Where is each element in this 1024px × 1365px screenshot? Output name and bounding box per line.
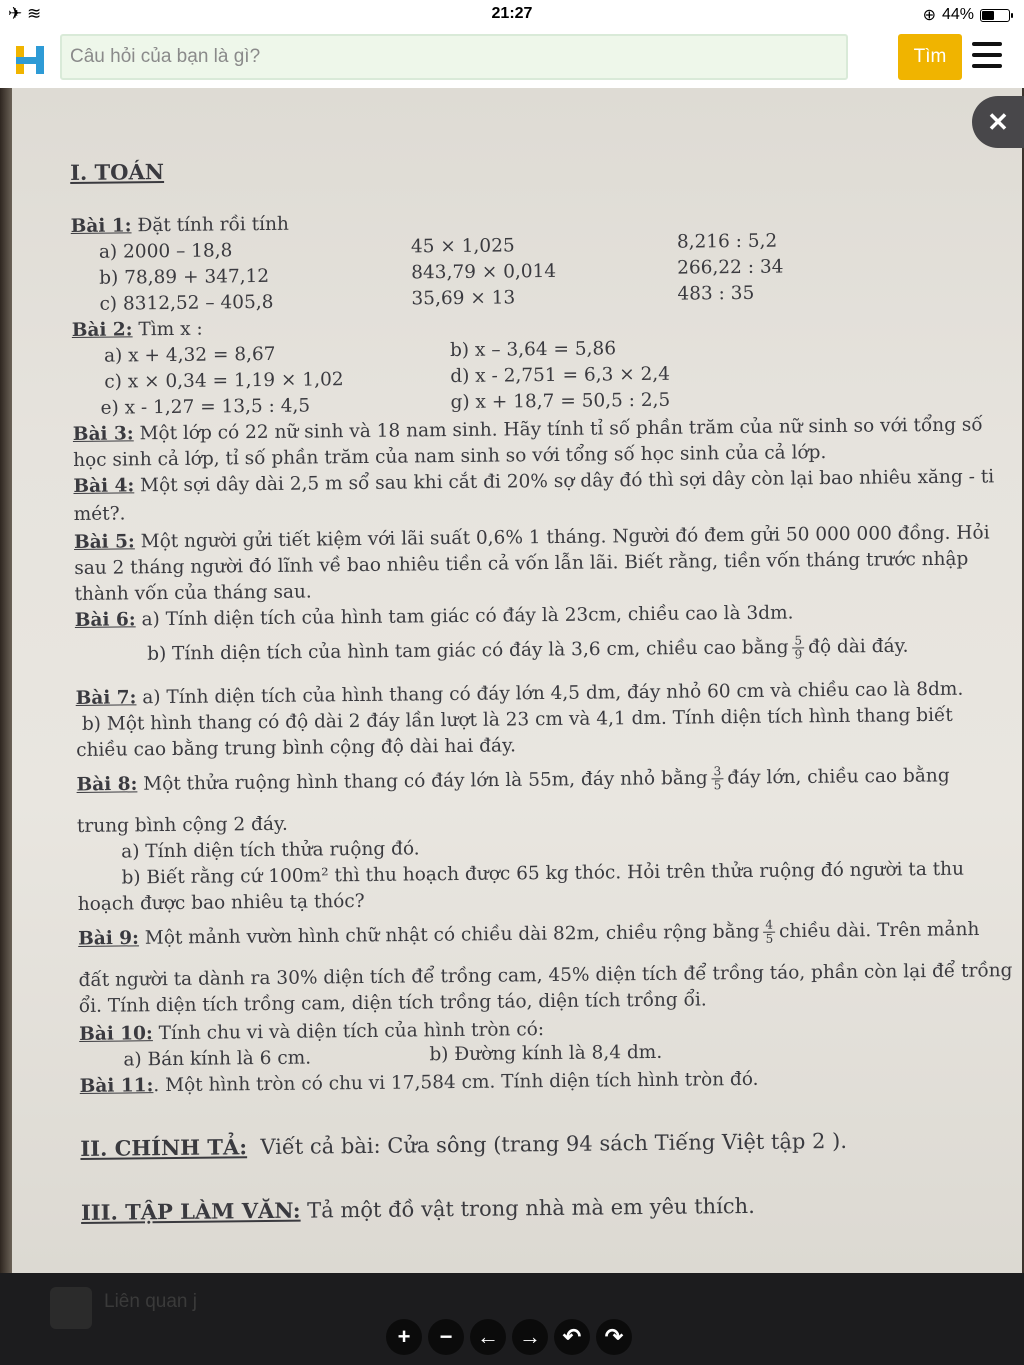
close-icon[interactable]: ✕	[972, 96, 1024, 148]
question-image	[0, 88, 1024, 1273]
arrow-left-icon[interactable]: ←	[470, 1319, 506, 1355]
hamburger-menu-icon[interactable]	[972, 42, 1002, 70]
battery-percent: 44%	[941, 6, 974, 23]
avatar	[50, 1287, 92, 1329]
bottom-toolbar	[0, 1273, 1024, 1365]
hoc247-logo-icon[interactable]	[14, 42, 46, 78]
heading-math: I. TOÁN	[70, 159, 165, 185]
image-controls	[386, 1319, 632, 1355]
arrow-right-icon[interactable]: →	[512, 1319, 548, 1355]
rotate-right-icon[interactable]: ↷	[596, 1319, 632, 1355]
battery-icon	[980, 9, 1010, 22]
document-text: I. TOÁN Bài 1: Đặt tính rồi tính a) 2000 – 18,8 b) 78,89 + 347,12 c) 8312,52 – 405,8 45 × 1,025 843,79 × 0,014 35,69 × 13 8,216 : 5,2 266,22 : 34 483 : 35 Bài 2: Tìm x : a) x + 4,32 = 8,67 c) x × 0,34 = 1,19 × 1,02 e) x - 1,27 = 13,5 : 4,5 b) x – 3,64 = 5,86 d) x - 2,751 = 6,3 × 2,4 g) x + 18,7 = 50,5 : 2,5 Bài 3: Một lớp có 22 nữ sinh và 18 nam sinh. Hãy tính tỉ số phần trăm của nữ sinh so với tổng số học sinh cả lớp, tỉ số phần trăm của nam sinh so với tổng số học sinh của cả lớp. Bài 4: Một sợi dây dài 2,5 m sổ sau khi cắt đi 20% sợ dây đó thì sợi dây còn lại bao nhiêu xăng - ti mét?. Bài 5: Một người gửi tiết kiệm với lãi suất 0,6% 1 tháng. Người đó đem gửi 50 000 000 đồng. Hỏi sau 2 tháng người đó lĩnh về bao nhiêu tiền cả vốn lẫn lãi. Biết rằng, tiền vốn tháng trước nhập thành vốn của tháng sau. Bài 6: a) Tính diện tích của hình tam giác có đáy là 23cm, chiều cao là 3dm. b) Tính diện tích của hình tam giác có đáy là 3,6 cm, chiều cao bằng $\frac{5}{9}$ độ dài đáy. Bài 7: a) Tính diện tích của hình thang có đáy lớn 4,5 dm, đáy nhỏ 60 cm và chiều cao là 8dm. b) Một hình thang có độ dài 2 đáy lần lượt là 23 cm và 4,1 dm. Tính diện tích hình thang biết chiều cao bằng trung bình cộng độ dài hai đáy. Bài 8: Một thửa ruộng hình thang có đáy lớn là 55m, đáy nhỏ bằng $\frac{3}{5}$ đáy lớn, chiều cao bằng trung bình cộng 2 đáy. a) Tính diện tích thửa ruộng đó. b) Biết rằng cứ 100m² thì thu hoạch được 65 kg thóc. Hỏi trên thửa ruộng đó người ta thu hoạch được bao nhiêu tạ thóc? Bài 9: Một mảnh vườn hình chữ nhật có chiều dài 82m, chiều rộng bằng $\frac{4}{5}$ chiều dài. Trên mảnh đất người ta dành ra 30% diện tích để trồng cam, 45% diện tích để trồng táo, phần còn lại để trồng ổi. Tính diện tích trồng cam, diện tích trồng táo, diện tích trồng ổi. Bài 10: Tính chu vi và diện tích của hình tròn có: a) Bán kính là 6 cm. b) Đường kính là 8,4 dm. Bài 11:. Một hình tròn có chu vi 17,584 cm. Tính diện tích hình tròn đó. II. CHÍNH TẢ: Viết cả bài: Cửa sông (trang 94 sách Tiếng Việt tập 2 ). III. TẬP LÀM VĂN: Tả một đồ vật trong nhà mà em yêu thích.	[70, 159, 1013, 1225]
search-input[interactable]	[60, 34, 848, 80]
rotate-left-icon[interactable]: ↶	[554, 1319, 590, 1355]
zoom-in-icon[interactable]: +	[386, 1319, 422, 1355]
find-button[interactable]: Tìm	[898, 34, 962, 80]
fraction: $\frac{3}{5}$	[713, 764, 722, 793]
related-text: Liên quan j	[104, 1291, 197, 1312]
zoom-out-icon[interactable]: −	[428, 1319, 464, 1355]
status-time: 21:27	[491, 5, 533, 22]
top-bar	[0, 28, 1024, 88]
rotation-lock-icon: ⊕	[922, 7, 936, 24]
heading-spelling: II. CHÍNH TẢ:	[80, 1134, 248, 1161]
fraction: $\frac{5}{9}$	[794, 633, 803, 662]
heading-essay: III. TẬP LÀM VĂN:	[80, 1197, 301, 1225]
status-bar	[0, 0, 1024, 28]
airplane-wifi-icons: ✈ ≋	[8, 4, 42, 23]
fraction: $\frac{4}{5}$	[765, 917, 774, 946]
